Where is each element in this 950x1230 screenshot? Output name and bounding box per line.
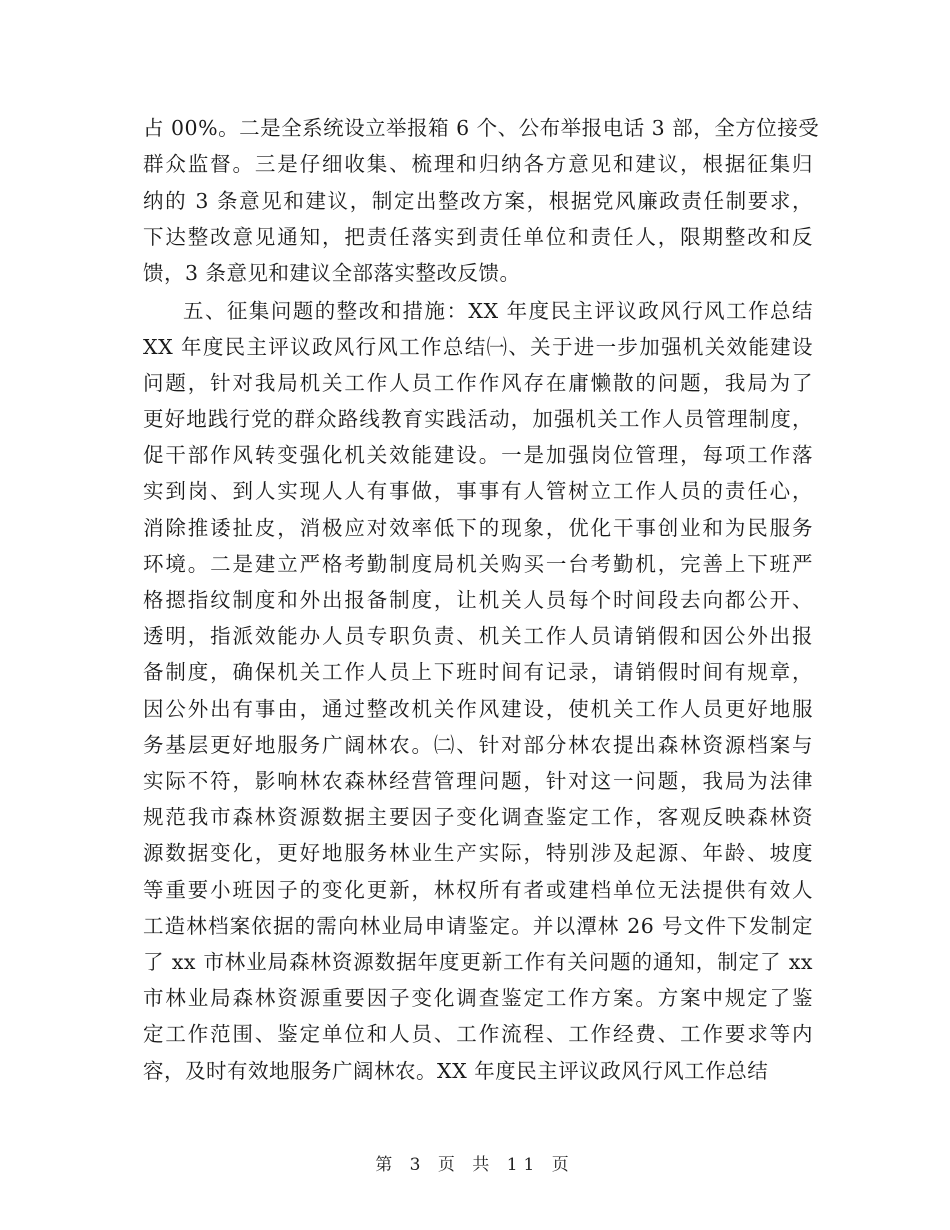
paragraph-2-line: 问题，针对我局机关工作人员工作作风存在庸懒散的问题，我局为了: [143, 371, 813, 395]
paragraph-2-line: 透明，指派效能办人员专职负责、机关工作人员请销假和因公外出报: [143, 624, 813, 648]
paragraph-1-line: 下达整改意见通知，把责任落实到责任单位和责任人，限期整改和反: [143, 225, 813, 249]
paragraph-2-line: 实到岗、到人实现人人有事做，事事有人管树立工作人员的责任心，: [143, 479, 813, 503]
paragraph-2-line: 环境。二是建立严格考勤制度局机关购买一台考勤机，完善上下班严: [143, 552, 813, 576]
paragraph-2-line: 更好地践行党的群众路线教育实践活动，加强机关工作人员管理制度，: [143, 407, 813, 431]
page-footer: 第 3 页 共 11 页: [375, 1155, 575, 1175]
paragraph-2-line: 工造林档案依据的需向林业局申请鉴定。并以潭林 26 号文件下发制定: [143, 914, 813, 938]
paragraph-1-line: 占 00%。二是全系统设立举报箱 6 个、公布举报电话 3 部，全方位接受: [143, 116, 820, 140]
paragraph-2-line: 市林业局森林资源重要因子变化调查鉴定工作方案。方案中规定了鉴: [143, 986, 813, 1010]
paragraph-1-line: 纳的 3 条意见和建议，制定出整改方案，根据党风廉政责任制要求，: [143, 189, 813, 213]
paragraph-2-line: 定工作范围、鉴定单位和人员、工作流程、工作经费、工作要求等内: [143, 1022, 813, 1046]
paragraph-2-line: XX 年度民主评议政风行风工作总结㈠、关于进一步加强机关效能建设: [143, 335, 813, 359]
paragraph-2-line: 等重要小班因子的变化更新，林权所有者或建档单位无法提供有效人: [143, 878, 813, 902]
paragraph-2-line: 规范我市森林资源数据主要因子变化调查鉴定工作，客观反映森林资: [143, 805, 813, 829]
paragraph-2-line: 五、征集问题的整改和措施：XX 年度民主评议政风行风工作总结: [183, 299, 813, 323]
paragraph-1-line: 群众监督。三是仔细收集、梳理和归纳各方意见和建议，根据征集归: [143, 152, 813, 176]
paragraph-2-line: 了 xx 市林业局森林资源数据年度更新工作有关问题的通知，制定了 xx: [143, 950, 813, 974]
paragraph-1-line: 馈，3 条意见和建议全部落实整改反馈。: [143, 261, 521, 285]
paragraph-2-line: 源数据变化，更好地服务林业生产实际，特别涉及起源、年龄、坡度: [143, 841, 813, 865]
paragraph-2-line: 消除推诿扯皮，消极应对效率低下的现象，优化干事创业和为民服务: [143, 516, 813, 540]
paragraph-2-line: 务基层更好地服务广阔林农。㈡、针对部分林农提出森林资源档案与: [143, 733, 813, 757]
paragraph-2-line: 备制度，确保机关工作人员上下班时间有记录，请销假时间有规章，: [143, 660, 813, 684]
paragraph-2-line: 格摁指纹制度和外出报备制度，让机关人员每个时间段去向都公开、: [143, 588, 813, 612]
paragraph-2-line: 实际不符，影响林农森林经营管理问题，针对这一问题，我局为法律: [143, 769, 813, 793]
paragraph-2-line: 促干部作风转变强化机关效能建设。一是加强岗位管理，每项工作落: [143, 443, 813, 467]
paragraph-2-line: 因公外出有事由，通过整改机关作风建设，使机关工作人员更好地服: [143, 697, 813, 721]
paragraph-2-line: 容，及时有效地服务广阔林农。XX 年度民主评议政风行风工作总结: [143, 1059, 769, 1083]
